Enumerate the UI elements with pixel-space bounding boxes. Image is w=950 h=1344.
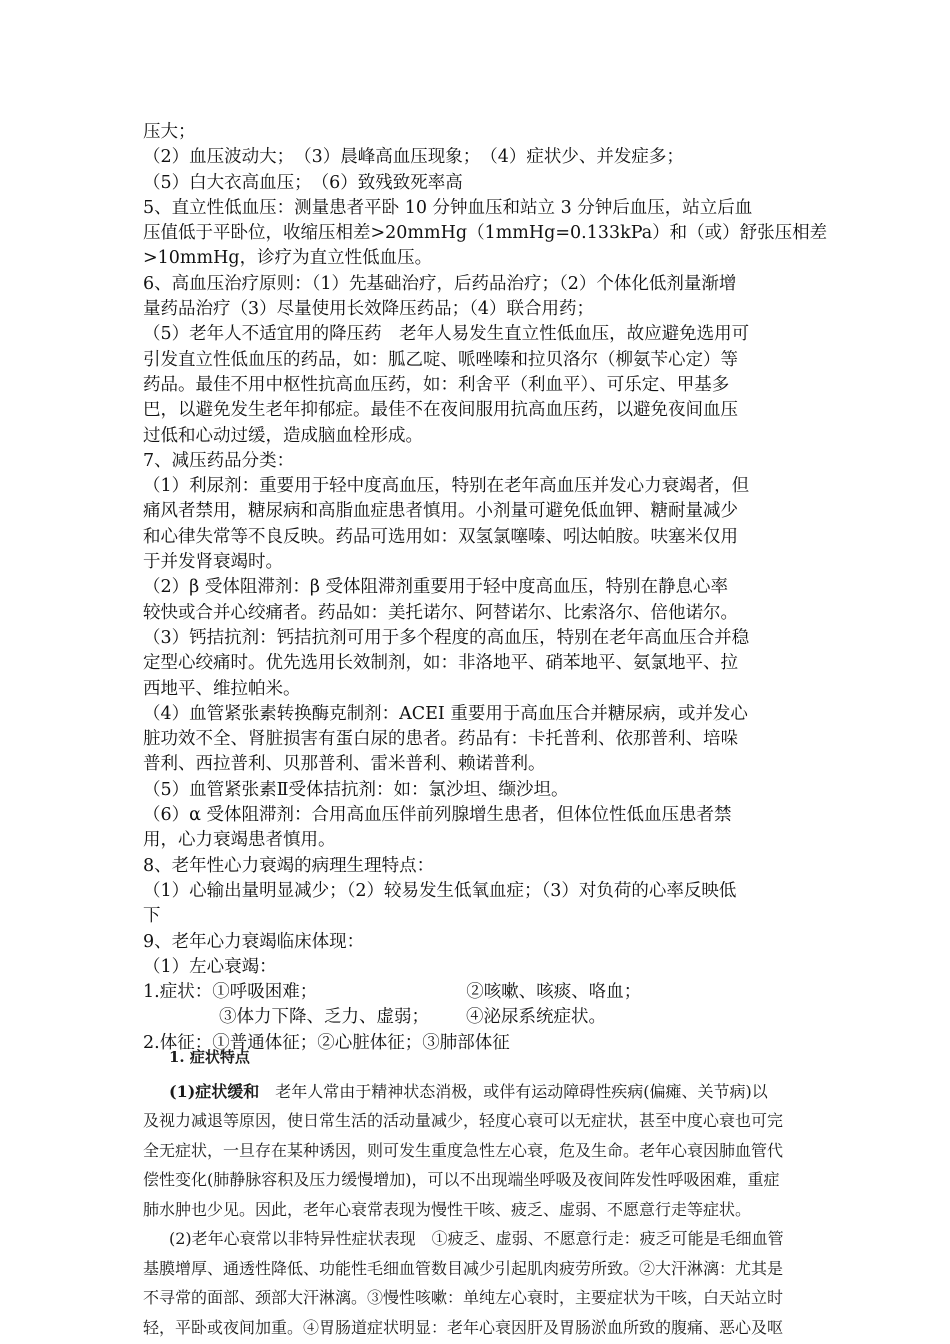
text-line: 药品。最佳不用中枢性抗高血压药，如：利舍平（利血平）、可乐定、甲基多 bbox=[143, 374, 730, 395]
document-body bbox=[143, 120, 828, 1056]
text-line: 和心律失常等不良反映。药品可选用如：双氢氯噻嗪、吲达帕胺。呋塞米仅用 bbox=[143, 526, 738, 547]
text-line: 8、老年性心力衰竭的病理生理特点： bbox=[143, 855, 435, 876]
text-line: 于并发肾衰竭时。 bbox=[143, 552, 283, 573]
text-line: 较快或合并心绞痛者。药品如：美托诺尔、阿替诺尔、比索洛尔、倍他诺尔。 bbox=[143, 602, 738, 623]
scan-line: 全无症状，一旦存在某种诱因，则可发生重度急性左心衰，危及生命。老年心衰因肺血管代 bbox=[143, 1140, 784, 1160]
text-line: （2）β 受体阻滞剂：β 受体阻滞剂重要用于轻中度高血压，特别在静息心率 bbox=[143, 577, 728, 598]
scan-heading: 1. 症状特点 bbox=[169, 1048, 250, 1066]
text-line: （1）左心衰竭： bbox=[143, 956, 277, 977]
signs-line: 2.体征：①普通体征；②心脏体征；③肺部体征 bbox=[143, 1032, 510, 1053]
text-line: 5、直立性低血压：测量患者平卧 10 分钟血压和站立 3 分钟后血压，站立后血 bbox=[143, 197, 753, 218]
text-line: 用，心力衰竭患者慎用。 bbox=[143, 830, 336, 851]
text-line: 6、高血压治疗原则：（1）先基础治疗，后药品治疗；（2）个体化低剂量渐增 bbox=[143, 273, 737, 294]
text-line: 脏功效不全、肾脏损害有蛋白尿的患者。药品有：卡托普利、依那普利、培哚 bbox=[143, 729, 738, 750]
text-line: 普利、西拉普利、贝那普利、雷米普利、赖诺普利。 bbox=[143, 754, 546, 775]
scan-line: 轻，平卧或夜间加重。④胃肠道症状明显：老年心衰因肝及胃肠淤血所致的腹痛、恶心及呕 bbox=[143, 1317, 784, 1337]
symptom-item: ④泌尿系统症状。 bbox=[466, 1007, 606, 1028]
symptom-item: ①呼吸困难； bbox=[212, 982, 318, 1003]
scan-lead: (1)症状缓和 bbox=[169, 1081, 260, 1101]
text-line: 压大； bbox=[143, 122, 196, 142]
text-line: （4）血管紧张素转换酶克制剂：ACEI 重要用于高血压合并糖尿病，或并发心 bbox=[143, 703, 748, 724]
text-line: （3）钙拮抗剂：钙拮抗剂可用于多个程度的高血压，特别在老年高血压合并稳 bbox=[143, 627, 750, 648]
text-line: 引发直立性低血压的药品，如：胍乙啶、哌唑嗪和拉贝洛尔（柳氨苄心定）等 bbox=[143, 349, 738, 370]
text-line: 压值低于平卧位，收缩压相差>20mmHg（1mmHg=0.133kPa）和（或）舒张压相差 bbox=[143, 223, 828, 244]
text-line: （5）白大衣高血压； （6）致残致死率高 bbox=[143, 172, 463, 193]
scan-line: 肺水肿也少见。因此，老年心衰常表现为慢性干咳、疲乏、虚弱、不愿意行走等症状。 bbox=[143, 1199, 752, 1219]
text-line: （2）血压波动大； （3）晨峰高血压现象； （4）症状少、并发症多； bbox=[143, 147, 684, 168]
scan-line: 基膜增厚、通透性降低、功能性毛细血管数目减少引起肌肉疲劳所致。②大汗淋漓：尤其是 bbox=[143, 1258, 784, 1278]
text-line: （6）α 受体阻滞剂：合用高血压伴前列腺增生患者，但体位性低血压患者禁 bbox=[143, 805, 732, 826]
text-line: 西地平、维拉帕米。 bbox=[143, 678, 301, 699]
scan-line: (2)老年心衰常以非特异性症状表现 ①疲乏、虚弱、不愿意行走：疲乏可能是毛细血管 bbox=[169, 1229, 784, 1248]
scan-line: 不寻常的面部、颈部大汗淋漓。③慢性咳嗽：单纯左心衰时，主要症状为干咳，白天站立时 bbox=[143, 1288, 784, 1307]
text-line: 9、老年心力衰竭临床体现： bbox=[143, 931, 365, 952]
text-line: 巴，以避免发生老年抑郁症。最佳不在夜间服用抗高血压药，以避免夜间血压 bbox=[143, 400, 738, 421]
symptoms-line-1 bbox=[143, 980, 823, 1005]
symptoms-line-2 bbox=[143, 1005, 823, 1030]
text-line: 过低和心动过缓，造成脑血栓形成。 bbox=[143, 425, 423, 446]
scan-line: 偿性变化(肺静脉容积及压力缓慢增加)，可以不出现端坐呼吸及夜间阵发性呼吸困难，重症 bbox=[143, 1170, 780, 1189]
text-line: （5）血管紧张素Ⅱ受体拮抗剂：如：氯沙坦、缬沙坦。 bbox=[143, 779, 569, 800]
symptom-item: ②咳嗽、咳痰、咯血； bbox=[466, 982, 642, 1003]
symptoms-label: 1.症状： bbox=[143, 982, 213, 1003]
text-line: 7、减压药品分类： bbox=[143, 450, 295, 471]
text-line: 痛风者禁用，糖尿病和高脂血症患者慎用。小剂量可避免低血钾、糖耐量减少 bbox=[143, 501, 738, 522]
text-line: （1）利尿剂：重要用于轻中度高血压，特别在老年高血压并发心力衰竭者，但 bbox=[143, 476, 750, 497]
text-line: 定型心绞痛时。优先选用长效制剂，如：非洛地平、硝苯地平、氨氯地平、拉 bbox=[143, 653, 738, 674]
scanned-excerpt bbox=[143, 1043, 843, 1342]
text-line: 量药品治疗（3）尽量使用长效降压药品；（4）联合用药； bbox=[143, 299, 595, 320]
text-line: >10mmHg，诊疗为直立性低血压。 bbox=[143, 248, 433, 269]
scan-line: 及视力减退等原因，使日常生活的活动量减少，轻度心衰可以无症状，甚至中度心衰也可完 bbox=[143, 1111, 784, 1130]
text-line: （5）老年人不适宜用的降压药 老年人易发生直立性低血压，故应避免选用可 bbox=[143, 324, 750, 345]
scan-line: (1)症状缓和 老年人常由于精神状态消极，或伴有运动障碍性疾病(偏瘫、关节病)以 bbox=[169, 1081, 768, 1101]
text-line: 下 bbox=[143, 906, 161, 927]
symptom-item: ③体力下降、乏力、虚弱； bbox=[219, 1007, 429, 1028]
text-line: （1）心输出量明显减少；（2）较易发生低氧血症；（3）对负荷的心率反映低 bbox=[143, 880, 737, 901]
